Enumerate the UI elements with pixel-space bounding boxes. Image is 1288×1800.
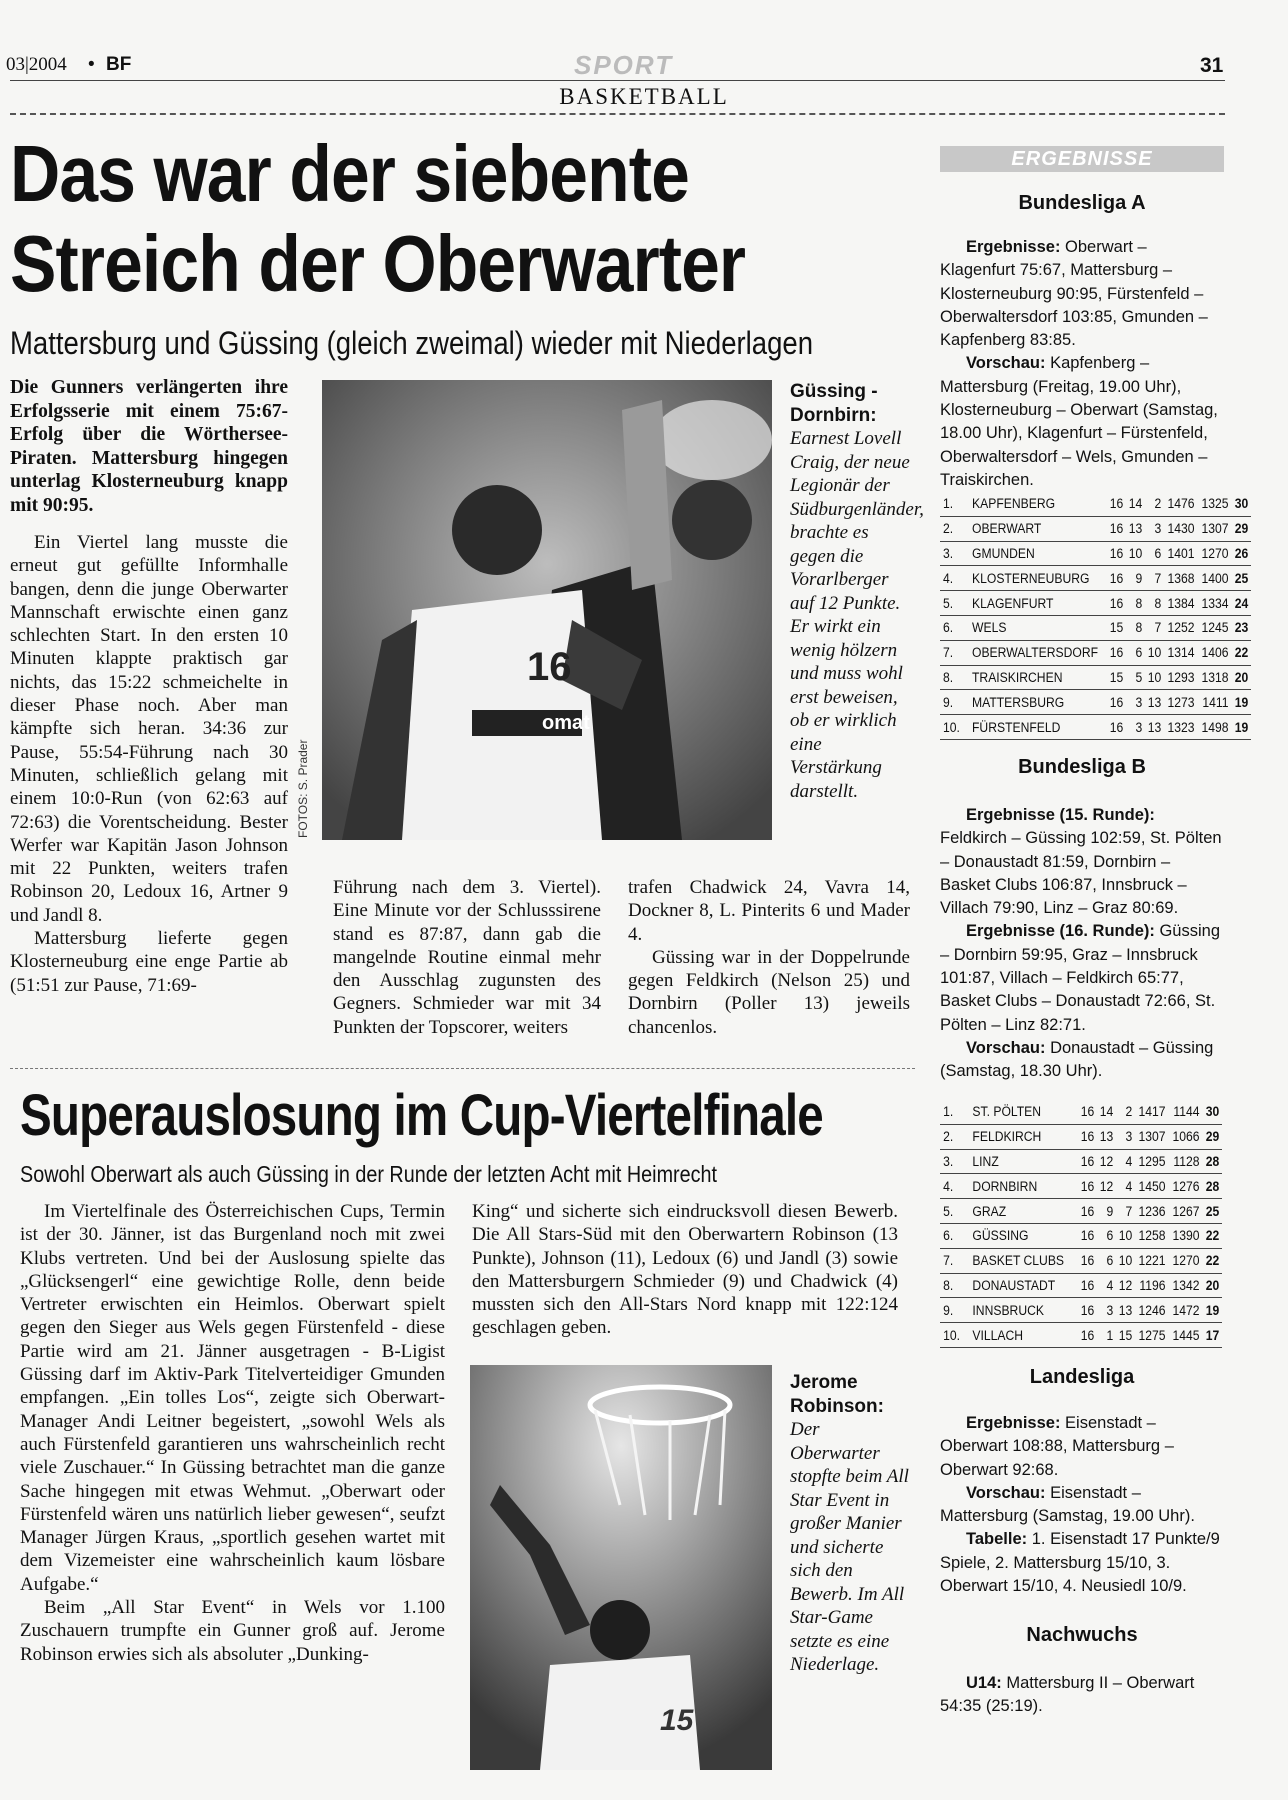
caption-text: Earnest Lovell Craig, der neue Legionär der Südburgenländer, brachte es gegen die Vorarlberger auf 12 Punkte. Er wirkt ein wenig hölzern und muss wohl erst beweisen, ob er wirklich eine Verstärkung darstellt. — [790, 428, 924, 802]
results-text: Güssing – Dornbirn 59:95, Graz – Innsbruck 101:87, Villach – Feldkirch 65:77, Basket Clubs – Donaustadt 72:66, St. Pölten – Linz 82:71. — [940, 922, 1220, 1034]
table-cell: 1476 — [1166, 492, 1197, 516]
table-cell: 12 — [1117, 1273, 1134, 1298]
table-cell: 9 — [1127, 566, 1144, 591]
table-cell: 10 — [1117, 1248, 1134, 1273]
table-row — [940, 615, 1251, 640]
label: Vorschau: — [966, 1483, 1046, 1502]
table-cell: 4. — [941, 566, 962, 591]
header-rule — [10, 80, 1225, 81]
table-cell: 15 — [1108, 665, 1125, 690]
table-cell: 4 — [1117, 1174, 1134, 1199]
label: U14: — [966, 1674, 1002, 1692]
headline-line-2: Streich der Oberwarter — [10, 219, 746, 308]
body-paragraph: Führung nach dem 3. Viertel). Eine Minute vor der Schlusssirene stand es 87:87, dann gab die mangelnde Routine einmal mehr den Ausschlag zugunsten des Gegners. Schmieder war mit 34 Punkten der Topscorer, weiters — [333, 877, 601, 1038]
photo-caption-1 — [790, 380, 924, 803]
caption-title: Güssing - Dornbirn: — [790, 381, 878, 426]
table-cell: 4 — [1098, 1273, 1115, 1298]
table-row — [940, 1149, 1222, 1174]
heading-nachwuchs: Nachwuchs — [1026, 1624, 1138, 1646]
table-cell: 1270 — [1171, 1248, 1202, 1273]
preview-text: Kapfenberg – Mattersburg (Freitag, 19.00 Uhr), Klosterneuburg – Oberwart (Samstag, 18.00 Uhr), Klagenfurt – Fürstenfeld, Oberwaltersdorf – Wels, Gmunden – Traiskirchen. — [940, 354, 1218, 489]
table-cell: 2. — [941, 516, 962, 541]
table-cell: 3 — [1146, 516, 1163, 541]
table-cell: 1295 — [1137, 1149, 1168, 1174]
table-cell: 10 — [1146, 640, 1163, 665]
table-cell: 1144 — [1171, 1100, 1202, 1124]
table-cell: 1 — [1098, 1323, 1115, 1348]
label: Vorschau: — [966, 354, 1046, 373]
table-cell: 1066 — [1171, 1124, 1202, 1149]
label: Vorschau: — [966, 1038, 1046, 1057]
table-cell: 29 — [1233, 516, 1250, 541]
table-cell: 2 — [1117, 1100, 1134, 1124]
photo-caption-2 — [790, 1371, 910, 1677]
table-row — [940, 566, 1251, 591]
table-cell: 10 — [1127, 541, 1144, 566]
headline-line-1: Das war der siebente — [10, 129, 689, 218]
bundesliga-a-text — [940, 236, 1224, 492]
table-cell: 1390 — [1171, 1223, 1202, 1248]
table-cell: 1400 — [1200, 566, 1231, 591]
label: Tabelle: — [966, 1530, 1028, 1549]
table-cell: 8. — [941, 665, 962, 690]
table-cell: 1411 — [1200, 690, 1231, 715]
table-cell: 25 — [1204, 1199, 1221, 1224]
team-name: BASKET CLUBS — [971, 1248, 1072, 1273]
team-name: OBERWALTERSDORF — [970, 640, 1100, 665]
table-cell: 14 — [1127, 492, 1144, 516]
table-cell: 12 — [1098, 1149, 1115, 1174]
table-cell: 8 — [1146, 591, 1163, 616]
team-name: WELS — [970, 615, 1100, 640]
table-row — [940, 541, 1251, 566]
label: Ergebnisse: — [966, 238, 1061, 256]
table-cell: 1450 — [1137, 1174, 1168, 1199]
heading-landesliga: Landesliga — [1029, 1366, 1135, 1388]
table-cell: 16 — [1079, 1124, 1096, 1149]
body-paragraph: Güssing war in der Doppelrunde gegen Feldkirch (Nelson 25) und Dornbirn (Poller 13) jeweils chancenlos. — [628, 946, 910, 1038]
table-cell: 1430 — [1166, 516, 1197, 541]
team-name: TRAISKIRCHEN — [970, 665, 1100, 690]
results-sidebar — [940, 140, 1249, 1790]
label: Ergebnisse (16. Runde): — [966, 922, 1155, 941]
table-cell: 7 — [1117, 1199, 1134, 1224]
table-cell: 1293 — [1166, 665, 1197, 690]
table-cell: 30 — [1233, 492, 1250, 516]
team-name: KLAGENFURT — [970, 591, 1100, 616]
table-cell: 30 — [1204, 1100, 1221, 1124]
table-cell: 10. — [941, 715, 962, 740]
results-text: Oberwart – Klagenfurt 75:67, Mattersburg – Klosterneuburg 90:95, Fürstenfeld – Oberwaltersdorf 103:85, Gmunden – Kapfenberg 83:85. — [940, 238, 1208, 350]
table-cell: 6 — [1098, 1248, 1115, 1273]
table-cell: 1307 — [1137, 1124, 1168, 1149]
table-cell: 1221 — [1137, 1248, 1168, 1273]
results-text: Mattersburg II – Oberwart 54:35 (25:19). — [940, 1674, 1195, 1716]
table-row — [940, 690, 1251, 715]
table-cell: 3 — [1117, 1124, 1134, 1149]
table-cell: 26 — [1233, 541, 1250, 566]
article-main — [0, 118, 924, 1048]
table-cell: 1417 — [1137, 1100, 1168, 1124]
table-cell: 1307 — [1200, 516, 1231, 541]
table-row — [940, 492, 1251, 516]
table-cell: 16 — [1079, 1323, 1096, 1348]
body-paragraph: King“ und sicherte sich eindrucksvoll diesen Bewerb. Die All Stars-Süd mit den Oberwartern Robinson (13 Punkte), Johnson (11), Ledoux (6) und Jandl (3) sowie den Mattersburgern Schmieder (9) und Chadwick (4) mussten sich den All-Stars Nord knapp mit 122:124 geschlagen geben. — [472, 1201, 898, 1339]
table-cell: 1368 — [1166, 566, 1197, 591]
table-row — [940, 516, 1251, 541]
table-cell: 1401 — [1166, 541, 1197, 566]
table-cell: 1314 — [1166, 640, 1197, 665]
table-cell: 4 — [1117, 1149, 1134, 1174]
table-cell: 10. — [941, 1323, 964, 1348]
table-cell: 6 — [1098, 1223, 1115, 1248]
table-cell: 1245 — [1200, 615, 1231, 640]
results-text: Eisenstadt – Oberwart 108:88, Mattersburg – Oberwart 92:68. — [940, 1414, 1174, 1479]
table-row — [940, 1273, 1222, 1298]
table-cell: 10 — [1117, 1223, 1134, 1248]
team-name: GMUNDEN — [970, 541, 1100, 566]
lead-paragraph: Die Gunners verlängerten ihre Erfolgsserie mit einem 75:67-Erfolg über die Wörthersee-Piraten. Mattersburg hingegen unterlag Klosterneuburg knapp mit 90:95. — [10, 377, 288, 516]
body-paragraph: Im Viertelfinale des Österreichischen Cups, Termin ist der 30. Jänner, ist das Burgenland noch mit zwei Klubs vertreten. Und bei der Auslosung spielte das „Glücksengerl“ eine gewichtige Rolle, denn beide Vertreter erwischten ein Heimlos. Oberwart spielt gegen den Sieger aus Wels gegen Fürstenfeld - diese Partie wird am 21. Jänner ausgetragen - B-Ligist Güssing darf im Aktiv-Park Titelverteidiger Gmunden empfangen. „Ein tolles Los“, zeigte sich Oberwart-Manager Andi Leitner begeistert, „sowohl Wels als auch Fürstenfeld garantieren uns wahrscheinlich recht viele Zuschauer.“ In Güssing betrachtet man die ganze Sache hingegen mit etwas Wehmut. „Oberwart oder Fürstenfeld wären uns natürlich lieber gewesen“, seufzt Manager Jürgen Kraus, „sportlich gesehen wartet mit dem Vizemeister eine wahrscheinlich kaum lösbare Aufgabe.“ — [20, 1201, 445, 1595]
table-cell: 5. — [941, 591, 962, 616]
table-cell: 16 — [1108, 640, 1125, 665]
table-cell: 16 — [1079, 1248, 1096, 1273]
table-cell: 8 — [1127, 591, 1144, 616]
table-cell: 13 — [1127, 516, 1144, 541]
team-name: FÜRSTENFELD — [970, 715, 1100, 740]
table-cell: 1384 — [1166, 591, 1197, 616]
body-paragraph: Mattersburg lieferte gegen Klosterneuburg eine enge Partie ab (51:51 zur Pause, 71:69- — [10, 928, 288, 996]
table-cell: 3. — [941, 541, 962, 566]
body-paragraph: trafen Chadwick 24, Vavra 14, Dockner 8, L. Pinterits 6 und Mader 4. — [628, 877, 910, 945]
table-cell: 6 — [1127, 640, 1144, 665]
table-cell: 1276 — [1171, 1174, 1202, 1199]
table-cell: 16 — [1108, 516, 1125, 541]
table-cell: 16 — [1108, 591, 1125, 616]
table-cell: 3 — [1127, 690, 1144, 715]
table-cell: 10 — [1146, 665, 1163, 690]
team-name: VILLACH — [971, 1323, 1072, 1348]
sidebar-title: ERGEBNISSE — [940, 146, 1224, 172]
table-cell: 1267 — [1171, 1199, 1202, 1224]
standings-bundesliga-b — [940, 1100, 1222, 1348]
table-cell: 1472 — [1171, 1298, 1202, 1323]
table-row — [940, 1223, 1222, 1248]
team-name: ST. PÖLTEN — [971, 1100, 1072, 1124]
standings-bundesliga-a — [940, 492, 1251, 740]
table-cell: 16 — [1108, 690, 1125, 715]
table-row — [940, 1323, 1222, 1348]
table-cell: 16 — [1079, 1199, 1096, 1224]
table-cell: 25 — [1233, 566, 1250, 591]
subheadline-cup: Sowohl Oberwart als auch Güssing in der Runde der letzten Acht mit Heimrecht — [20, 1161, 718, 1187]
header-dashed-rule — [10, 113, 1225, 115]
table-cell: 1246 — [1137, 1298, 1168, 1323]
sponsor-logo: omat — [542, 712, 590, 734]
table-cell: 8 — [1127, 615, 1144, 640]
table-cell: 7 — [1146, 615, 1163, 640]
table-cell: 2. — [941, 1124, 964, 1149]
table-cell: 16 — [1079, 1149, 1096, 1174]
table-cell: 8. — [941, 1273, 964, 1298]
table-text: 1. Eisenstadt 17 Punkte/9 Spiele, 2. Mattersburg 15/10, 3. Oberwart 15/10, 4. Neusiedl 10/9. — [940, 1530, 1220, 1596]
table-cell: 16 — [1108, 715, 1125, 740]
table-cell: 1406 — [1200, 640, 1231, 665]
table-row — [940, 591, 1251, 616]
article-secondary — [0, 1075, 920, 1795]
table-cell: 3. — [941, 1149, 964, 1174]
table-cell: 1318 — [1200, 665, 1231, 690]
team-name: MATTERSBURG — [970, 690, 1100, 715]
nachwuchs-text — [940, 1672, 1224, 1719]
table-row — [940, 1174, 1222, 1199]
table-cell: 17 — [1204, 1323, 1221, 1348]
photo-robinson-dunk — [470, 1365, 772, 1770]
jersey-number: 16 — [527, 645, 572, 689]
table-cell: 9. — [941, 690, 962, 715]
table-cell: 1445 — [1171, 1323, 1202, 1348]
table-cell: 16 — [1079, 1174, 1096, 1199]
team-name: DORNBIRN — [971, 1174, 1072, 1199]
heading-bundesliga-a: Bundesliga A — [1018, 192, 1146, 214]
table-cell: 20 — [1204, 1273, 1221, 1298]
heading-bundesliga-b: Bundesliga B — [1018, 756, 1146, 778]
dunk-image — [470, 1365, 772, 1770]
article-divider — [10, 1068, 915, 1069]
table-cell: 29 — [1204, 1124, 1221, 1149]
table-row — [940, 1248, 1222, 1273]
team-name: DONAUSTADT — [971, 1273, 1072, 1298]
table-cell: 1258 — [1137, 1223, 1168, 1248]
table-cell: 14 — [1098, 1100, 1115, 1124]
table-cell: 16 — [1108, 492, 1125, 516]
table-cell: 15 — [1108, 615, 1125, 640]
table-cell: 19 — [1204, 1298, 1221, 1323]
table-cell: 1325 — [1200, 492, 1231, 516]
table-cell: 1273 — [1166, 690, 1197, 715]
table-cell: 22 — [1204, 1223, 1221, 1248]
table-row — [940, 1100, 1222, 1124]
body-paragraph: Ein Viertel lang musste die erneut gut gefüllte Informhalle bangen, denn die junge Oberwarter Mannschaft erwischte einen ganz schlechten Start. In den ersten 10 Minuten klappte praktisch gar nichts, das 15:22 schmeichelte in dieser Phase noch. Aber man kämpfte sich heran. 34:36 zur Pause, 55:54-Führung nach 30 Minuten, schließlich gelang mit einem 10:0-Run (von 62:63 auf 72:63) die Vorentscheidung. Bester Werfer war Kapitän Jason Johnson mit 22 Punkten, weiters trafen Robinson 20, Ledoux 16, Artner 9 und Jandl 8. — [10, 532, 288, 926]
table-cell: 16 — [1108, 566, 1125, 591]
table-cell: 13 — [1146, 690, 1163, 715]
table-cell: 1196 — [1137, 1273, 1168, 1298]
table-cell: 24 — [1233, 591, 1250, 616]
table-row — [940, 640, 1251, 665]
photo-credit: FOTOS: S. Prader — [296, 739, 310, 838]
article-column-1 — [10, 376, 288, 997]
table-row — [940, 665, 1251, 690]
table-cell: 16 — [1079, 1100, 1096, 1124]
page-number: 31 — [1200, 54, 1224, 77]
article-column-3 — [628, 876, 910, 1039]
preview-text: Eisenstadt – Mattersburg (Samstag, 19.00 Uhr). — [940, 1483, 1195, 1526]
table-cell: 13 — [1098, 1124, 1115, 1149]
table-cell: 9 — [1098, 1199, 1115, 1224]
article-column-2 — [333, 876, 601, 1039]
headline-cup: Superauslosung im Cup-Viertelfinale — [20, 1083, 823, 1148]
table-cell: 6. — [941, 1223, 964, 1248]
subheadline: Mattersburg und Güssing (gleich zweimal) wieder mit Niederlagen — [10, 325, 814, 361]
label: Ergebnisse: — [966, 1414, 1061, 1432]
results-text: Feldkirch – Güssing 102:59, St. Pölten – Donaustadt 81:59, Dornbirn – Basket Clubs 106:87, Innsbruck – Villach 79:90, Linz – Graz 80:69. — [940, 829, 1222, 918]
bullet: • — [88, 54, 95, 75]
table-cell: 1270 — [1200, 541, 1231, 566]
section-label: SPORT — [574, 50, 674, 80]
table-cell: 28 — [1204, 1174, 1221, 1199]
table-cell: 4. — [941, 1174, 964, 1199]
table-cell: 5. — [941, 1199, 964, 1224]
subsection-label: BASKETBALL — [559, 84, 729, 109]
table-cell: 1. — [941, 492, 962, 516]
table-cell: 1323 — [1166, 715, 1197, 740]
cup-column-1 — [20, 1200, 445, 1666]
table-cell: 7. — [941, 1248, 964, 1273]
table-cell: 1342 — [1171, 1273, 1202, 1298]
team-name: KLOSTERNEUBURG — [970, 566, 1100, 591]
table-cell: 1. — [941, 1100, 964, 1124]
table-cell: 2 — [1146, 492, 1163, 516]
table-cell: 1275 — [1137, 1323, 1168, 1348]
table-cell: 20 — [1233, 665, 1250, 690]
table-cell: 16 — [1079, 1223, 1096, 1248]
cup-column-2 — [472, 1200, 898, 1340]
caption-text: Der Oberwarter stopfte beim All Star Event in großer Manier und sicherte sich den Bewerb. Im All Star-Game setzte es eine Niederlage. — [790, 1419, 909, 1675]
label: Ergebnisse (15. Runde): — [966, 806, 1155, 824]
jersey-number: 15 — [660, 1704, 694, 1737]
team-name: INNSBRUCK — [971, 1298, 1072, 1323]
table-cell: 16 — [1079, 1298, 1096, 1323]
table-cell: 7 — [1146, 566, 1163, 591]
table-cell: 28 — [1204, 1149, 1221, 1174]
table-cell: 1334 — [1200, 591, 1231, 616]
team-name: OBERWART — [970, 516, 1100, 541]
table-cell: 19 — [1233, 690, 1250, 715]
team-name: GRAZ — [971, 1199, 1072, 1224]
issue-date: 03|2004 — [6, 54, 67, 75]
table-cell: 19 — [1233, 715, 1250, 740]
table-row — [940, 1124, 1222, 1149]
table-cell: 13 — [1146, 715, 1163, 740]
table-cell: 3 — [1098, 1298, 1115, 1323]
table-cell: 6 — [1146, 541, 1163, 566]
team-name: LINZ — [971, 1149, 1072, 1174]
preview-text: Donaustadt – Güssing (Samstag, 18.30 Uhr). — [940, 1038, 1214, 1081]
table-cell: 22 — [1204, 1248, 1221, 1273]
table-cell: 9. — [941, 1298, 964, 1323]
caption-title: Jerome Robinson: — [790, 1372, 884, 1417]
table-row — [940, 1199, 1222, 1224]
table-cell: 1498 — [1200, 715, 1231, 740]
team-name: FELDKIRCH — [971, 1124, 1072, 1149]
table-cell: 22 — [1233, 640, 1250, 665]
landesliga-text — [940, 1412, 1224, 1598]
table-cell: 1252 — [1166, 615, 1197, 640]
table-cell: 23 — [1233, 615, 1250, 640]
table-cell: 16 — [1079, 1273, 1096, 1298]
table-cell: 16 — [1108, 541, 1125, 566]
table-row — [940, 1298, 1222, 1323]
team-name: KAPFENBERG — [970, 492, 1100, 516]
bundesliga-b-text — [940, 804, 1224, 1084]
table-cell: 12 — [1098, 1174, 1115, 1199]
photo-gussing-dornbirn — [322, 380, 772, 840]
table-cell: 6. — [941, 615, 962, 640]
table-cell: 1128 — [1171, 1149, 1202, 1174]
table-cell: 5 — [1127, 665, 1144, 690]
body-paragraph: Beim „All Star Event“ in Wels vor 1.100 Zuschauern trumpfte ein Gunner groß auf. Jerome Robinson erwies sich als absoluter „Dunking- — [20, 1597, 445, 1665]
table-cell: 7. — [941, 640, 962, 665]
table-cell: 13 — [1117, 1298, 1134, 1323]
table-cell: 1236 — [1137, 1199, 1168, 1224]
table-cell: 15 — [1117, 1323, 1134, 1348]
table-cell: 3 — [1127, 715, 1144, 740]
table-row — [940, 715, 1251, 740]
basketball-players-image — [322, 380, 772, 840]
paper-name: BF — [106, 54, 132, 75]
team-name: GÜSSING — [971, 1223, 1072, 1248]
